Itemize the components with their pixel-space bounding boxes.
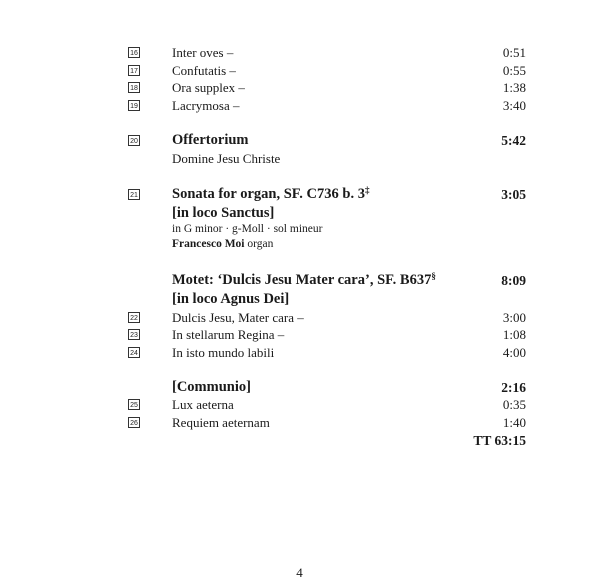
track-number-23: 23 <box>128 329 140 340</box>
motet-heading-text: Motet: ‘Dulcis Jesu Mater cara’, SF. B637 <box>172 272 432 288</box>
communio-time: 2:16 <box>501 380 526 395</box>
motet-heading-mark: § <box>431 271 436 281</box>
track-time-25: 0:35 <box>502 397 526 412</box>
track-number-19: 19 <box>128 100 140 111</box>
track-title-23: In stellarum Regina – <box>172 327 285 342</box>
track-number-22: 22 <box>128 312 140 323</box>
track-number-26: 26 <box>128 417 140 428</box>
sonata-time: 3:05 <box>501 187 526 202</box>
track-time-19: 3:40 <box>502 98 526 113</box>
track-title-25: Lux aeterna <box>172 397 234 412</box>
track-time-18: 1:38 <box>502 80 526 95</box>
track-time-16: 0:51 <box>502 45 526 60</box>
offertorium-heading: Offertorium <box>172 132 249 148</box>
track-title-16: Inter oves – <box>172 45 234 60</box>
performer-role: organ <box>247 238 274 250</box>
track-time-24: 4:00 <box>502 345 526 360</box>
offertorium-time: 5:42 <box>501 133 526 148</box>
track-time-17: 0:55 <box>502 63 526 78</box>
track-title-19: Lacrymosa – <box>172 98 240 113</box>
offertorium-subtitle: Domine Jesu Christe <box>172 151 281 166</box>
track-number-18: 18 <box>128 82 140 93</box>
track-title-17: Confutatis – <box>172 63 236 78</box>
communio-heading: [Communio] <box>172 379 251 395</box>
sonata-heading <box>172 186 369 203</box>
track-number-24: 24 <box>128 347 140 358</box>
track-time-26: 1:40 <box>502 415 526 430</box>
track-title-26: Requiem aeternam <box>172 415 270 430</box>
sonata-heading-2: [in loco Sanctus] <box>172 205 275 221</box>
track-number-20: 20 <box>128 135 140 146</box>
sonata-heading-text: Sonata for organ, SF. C736 b. 3 <box>172 186 365 202</box>
page-number: 4 <box>296 565 303 580</box>
track-title-18: Ora supplex – <box>172 80 245 95</box>
sonata-key-line: in G minor · g-Moll · sol mineur <box>172 223 323 235</box>
track-title-24: In isto mundo labili <box>172 345 275 360</box>
track-title-22: Dulcis Jesu, Mater cara – <box>172 310 304 325</box>
motet-heading <box>172 272 436 289</box>
total-time: TT 63:15 <box>473 433 526 448</box>
track-number-25: 25 <box>128 399 140 410</box>
motet-time: 8:09 <box>501 273 526 288</box>
performer-name: Francesco Moi <box>172 238 245 250</box>
track-number-21: 21 <box>128 189 140 200</box>
track-time-22: 3:00 <box>502 310 526 325</box>
track-number-17: 17 <box>128 65 140 76</box>
track-number-16: 16 <box>128 47 140 58</box>
sonata-performer <box>172 238 273 250</box>
motet-heading-2: [in loco Agnus Dei] <box>172 291 290 307</box>
track-time-23: 1:08 <box>502 327 526 342</box>
sonata-heading-mark: ‡ <box>364 185 370 195</box>
